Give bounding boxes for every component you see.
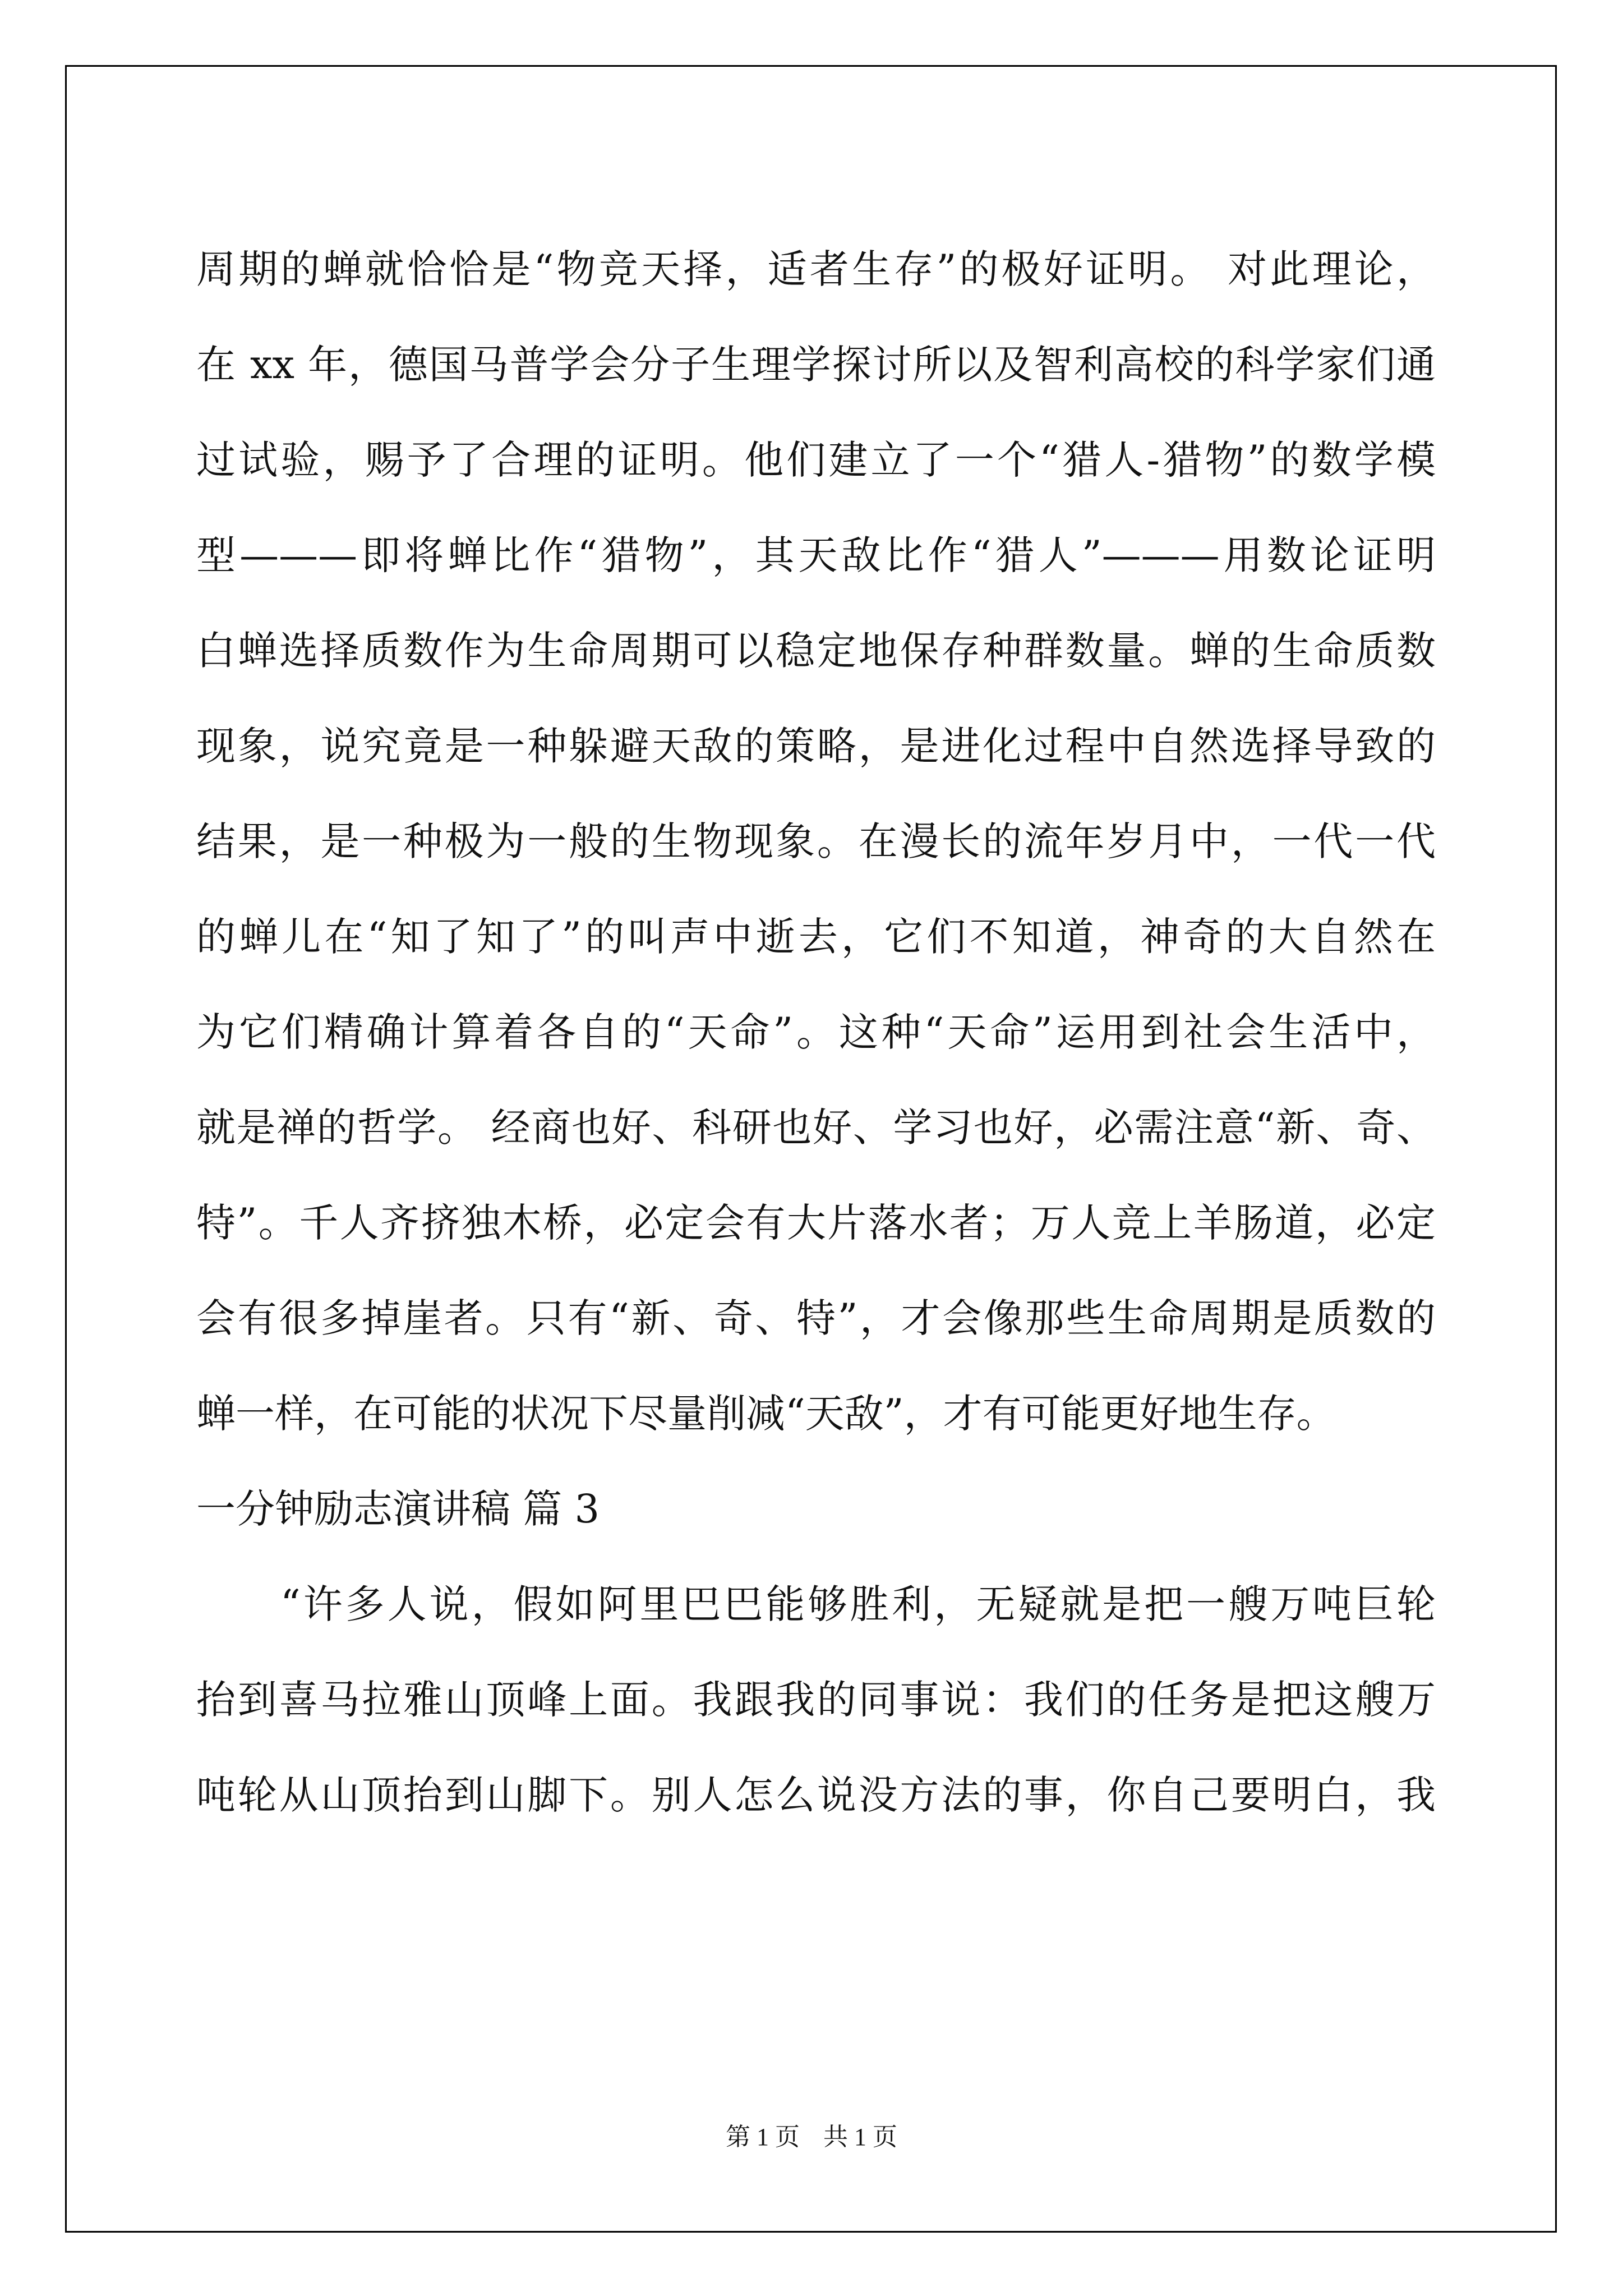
text-line: 周期的蝉就恰恰是“物竞天择，适者生存”的极好证明。 对此理论，: [196, 246, 1436, 292]
section-heading: 一分钟励志演讲稿 篇 3: [196, 1486, 600, 1532]
page-footer: [0, 2120, 1623, 2154]
text-line: 就是禅的哲学。 经商也好、科研也好、学习也好，必需注意“新、奇、: [196, 1105, 1436, 1151]
text-line: 为它们精确计算着各自的“天命”。这种“天命”运用到社会生活中，: [196, 1009, 1436, 1055]
text-line: “许多人说，假如阿里巴巴能够胜利，无疑就是把一艘万吨巨轮: [196, 1581, 1436, 1627]
text-line: 的蝉儿在“知了知了”的叫声中逝去，它们不知道，神奇的大自然在: [196, 914, 1436, 960]
text-line: 会有很多掉崖者。只有“新、奇、特”，才会像那些生命周期是质数的: [196, 1295, 1436, 1341]
text-line: 抬到喜马拉雅山顶峰上面。我跟我的同事说：我们的任务是把这艘万: [196, 1677, 1436, 1723]
page-number: 第 1 页: [726, 2123, 800, 2151]
text-line: 蝉一样，在可能的状况下尽量削减“天敌”，才有可能更好地生存。: [196, 1391, 1336, 1437]
text-line: 现象，说究竟是一种躲避天敌的策略，是进化过程中自然选择导致的: [196, 723, 1436, 769]
text-line: 特”。千人齐挤独木桥，必定会有大片落水者；万人竞上羊肠道，必定: [196, 1200, 1436, 1246]
text-line: 结果，是一种极为一般的生物现象。在漫长的流年岁月中，一代一代: [196, 818, 1436, 864]
document-body: [196, 222, 1436, 1843]
text-line: 吨轮从山顶抬到山脚下。别人怎么说没方法的事，你自己要明白，我: [196, 1772, 1436, 1818]
text-line: 过试验，赐予了合理的证明。他们建立了一个“猎人-猎物”的数学模: [196, 437, 1436, 483]
text-line: 型———即将蝉比作“猎物”，其天敌比作“猎人”———用数论证明: [196, 532, 1436, 578]
page-total: 共 1 页: [823, 2123, 897, 2151]
text-line: 在 xx 年，德国马普学会分子生理学探讨所以及智利高校的科学家们通: [196, 342, 1436, 388]
text-line: 白蝉选择质数作为生命周期可以稳定地保存种群数量。蝉的生命质数: [196, 628, 1436, 674]
